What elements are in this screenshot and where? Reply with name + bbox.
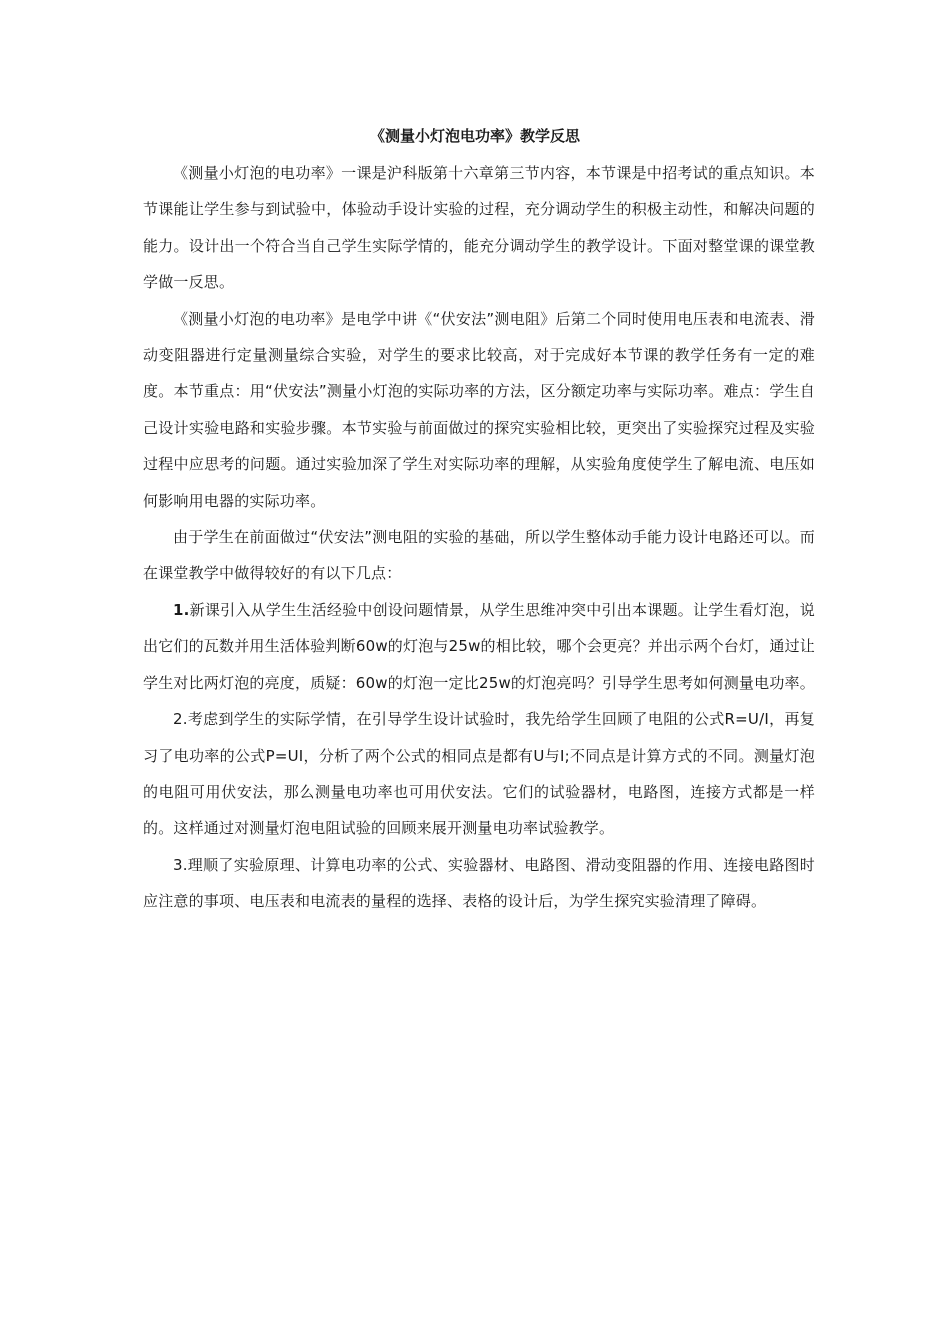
paragraph-point-1 [143, 592, 815, 701]
paragraph-intro [143, 155, 815, 301]
paragraph-text: 《测量小灯泡的电功率》是电学中讲《“伏安法”测电阻》后第二个同时使用电压表和电流表、滑动变阻器进行定量测量综合实验，对学生的要求比较高，对于完成好本节课的教学任务有一定的难度。本节重点：用“伏安法”测量小灯泡的实际功率的方法，区分额定功率与实际功率。难点：学生自己设计实验电路和实验步骤。本节实验与前面做过的探究实验相比较，更突出了实验探究过程及实验过程中应思考的问题。通过实验加深了学生对实际功率的理解，从实验角度使学生了解电流、电压如何影响用电器的实际功率。 [143, 309, 815, 510]
paragraph-strengths-intro [143, 519, 815, 592]
document-title: 《测量小灯泡电功率》教学反思 [369, 127, 580, 145]
paragraph-text: 3.理顺了实验原理、计算电功率的公式、实验器材、电路图、滑动变阻器的作用、连接电路图时应注意的事项、电压表和电流表的量程的选择、表格的设计后，为学生探究实验清理了障碍。 [143, 855, 815, 911]
paragraph-point-3 [143, 847, 815, 920]
list-number: 1. [173, 600, 190, 619]
paragraph-point-2 [143, 701, 815, 847]
paragraph-text: 由于学生在前面做过“伏安法”测电阻的实验的基础，所以学生整体动手能力设计电路还可以。而在课堂教学中做得较好的有以下几点： [143, 528, 815, 583]
paragraph-text: 《测量小灯泡的电功率》一课是沪科版第十六章第三节内容，本节课是中招考试的重点知识。本节课能让学生参与到试验中，体验动手设计实验的过程，充分调动学生的积极主动性，和解决问题的能力。设计出一个符合当自己学生实际学情的，能充分调动学生的教学设计。下面对整堂课的课堂教学做一反思。 [143, 164, 815, 292]
paragraph-overview [143, 301, 815, 519]
paragraph-text: 新课引入从学生生活经验中创设问题情景，从学生思维冲突中引出本课题。让学生看灯泡，说出它们的瓦数并用生活体验判断60w的灯泡与25w的相比较，哪个会更亮？并出示两个台灯，通过让学生对比两灯泡的亮度，质疑：60w的灯泡一定比25w的灯泡亮吗？引导学生思考如何测量电功率。 [143, 600, 815, 692]
paragraph-text: 2.考虑到学生的实际学情，在引导学生设计试验时，我先给学生回顾了电阻的公式R=U/I，再复习了电功率的公式P=UI，分析了两个公式的相同点是都有U与I;不同点是计算方式的不同。测量灯泡的电阻可用伏安法，那么测量电功率也可用伏安法。它们的试验器材，电路图，连接方式都是一样的。这样通过对测量灯泡电阻试验的回顾来展开测量电功率试验教学。 [143, 710, 815, 838]
document-body [143, 155, 815, 920]
